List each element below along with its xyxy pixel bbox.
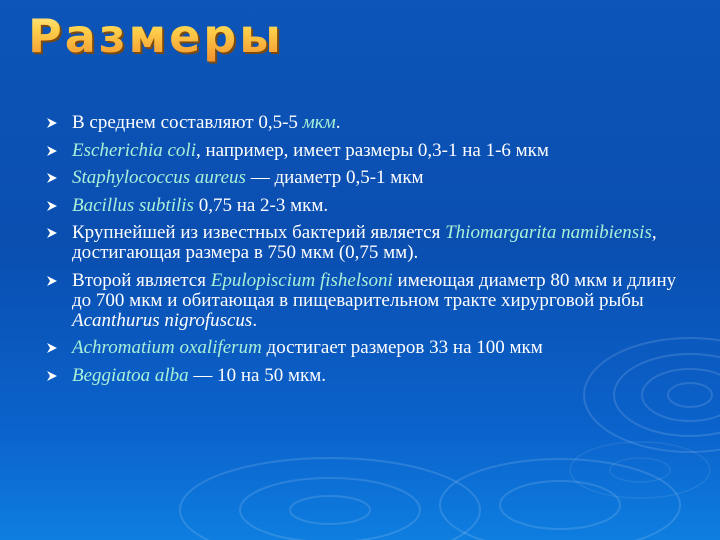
species-name: Acanthurus nigrofuscus	[72, 309, 253, 331]
arrow-bullet-icon	[44, 368, 60, 384]
arrow-bullet-icon	[44, 273, 60, 289]
bullet-item	[44, 271, 694, 331]
bullet-text: .	[252, 309, 258, 331]
bullet-item	[44, 223, 694, 263]
arrow-bullet-icon	[44, 198, 60, 214]
bullet-text: — 10 на 50 мкм.	[188, 364, 327, 386]
species-name: Escherichia coli	[72, 139, 196, 161]
bullet-text: имеющая диаметр 80 мкм и длину до 700 мкм и обитающая в пищеварительном тракте хирурговой рыбы	[72, 269, 677, 311]
bullet-item	[44, 338, 694, 358]
arrow-bullet-icon	[44, 115, 60, 131]
bullet-text: , например, имеет размеры 0,3-1 на 1-6 мкм	[196, 139, 549, 161]
species-name: Thiomargarita namibiensis	[445, 222, 652, 243]
arrow-bullet-icon	[44, 143, 60, 159]
species-name: Epulopiscium fishelsoni	[210, 269, 393, 291]
bullet-item	[44, 196, 694, 216]
species-name: Achromatium oxaliferum	[72, 337, 262, 358]
species-name: мкм	[302, 112, 336, 133]
bullet-text: 0,75 на 2-3 мкм.	[193, 194, 329, 216]
bullet-item	[44, 113, 694, 133]
bullet-text: .	[335, 112, 341, 133]
bullet-text: Крупнейшей из известных бактерий является	[72, 222, 446, 243]
bullet-text: достигает размеров 33 на 100 мкм	[261, 337, 543, 358]
arrow-bullet-icon	[44, 170, 60, 186]
bullet-item	[44, 141, 694, 161]
bullet-text: Второй является	[72, 269, 211, 291]
bullet-item	[44, 366, 694, 386]
bullet-text: — диаметр 0,5-1 мкм	[245, 167, 424, 188]
bullet-item	[44, 168, 694, 188]
slide-title: Размеры	[28, 6, 284, 66]
species-name: Beggiatoa alba	[72, 364, 189, 386]
bullet-list	[44, 113, 694, 393]
bullet-text: В среднем составляют 0,5-5	[72, 112, 303, 133]
species-name: Bacillus subtilis	[72, 194, 194, 216]
species-name: Staphylococcus aureus	[72, 167, 246, 188]
arrow-bullet-icon	[44, 340, 60, 356]
arrow-bullet-icon	[44, 225, 60, 241]
bullet-text: , достигающая размера в 750 мкм (0,75 мм).	[72, 222, 657, 263]
